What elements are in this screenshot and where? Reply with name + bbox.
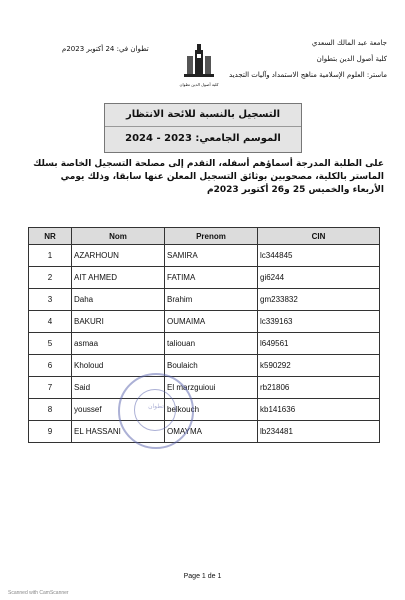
title-box	[104, 103, 302, 153]
cell-nr: 8	[29, 399, 72, 421]
cell-nom: EL HASSANI	[72, 421, 165, 443]
academic-year: الموسم الجامعي: 2023 - 2024	[125, 133, 281, 144]
table-row	[29, 355, 380, 377]
table-row	[29, 267, 380, 289]
cell-prenom: Brahim	[165, 289, 258, 311]
cell-nom: asmaa	[72, 333, 165, 355]
table-header-row	[29, 228, 380, 245]
institution-header	[217, 40, 387, 88]
cell-cin: kb141636	[258, 399, 380, 421]
stamp-text: تطوان	[148, 403, 164, 410]
faculty-logo-icon	[181, 42, 217, 82]
cell-prenom: Boulaich	[165, 355, 258, 377]
cell-cin: lc344845	[258, 245, 380, 267]
document-date: تطوان في: 24 أكتوبر 2023م	[62, 45, 149, 53]
cell-prenom: El marzguioui	[165, 377, 258, 399]
table-row	[29, 289, 380, 311]
page-footer: Page 1 de 1	[183, 573, 222, 580]
cell-nom: youssef	[72, 399, 165, 421]
cell-nom: AZARHOUN	[72, 245, 165, 267]
cell-nr: 6	[29, 355, 72, 377]
table-row	[29, 377, 380, 399]
official-stamp-icon	[118, 373, 194, 449]
cell-nom: Said	[72, 377, 165, 399]
faculty-name: كلية أصول الدين بتطوان	[316, 55, 387, 63]
cell-nom: BAKURI	[72, 311, 165, 333]
cell-cin: gm233832	[258, 289, 380, 311]
table-row	[29, 245, 380, 267]
cell-prenom: OUMAIMA	[165, 311, 258, 333]
cell-nr: 3	[29, 289, 72, 311]
table-row	[29, 399, 380, 421]
table-row	[29, 333, 380, 355]
university-name: جامعة عبد المالك السعدي	[311, 39, 387, 47]
page-title: التسجيل بالنسبة للائحة الانتظار	[105, 104, 301, 127]
cell-cin: rb21806	[258, 377, 380, 399]
cell-nom: AIT AHMED	[72, 267, 165, 289]
cell-cin: gi6244	[258, 267, 380, 289]
registration-notice: على الطلبة المدرجة أسماؤهم أسفله، التقدم إلى مصلحة التسجيل الخاصة بسلك الماستر بالكلية، مصحوبين بوثائق التسجيل المعلن عنها سابقا، وذلك يومي الأربعاء والخميس 25 و26 أكتوبر 2023م	[33, 159, 384, 195]
cell-cin: l649561	[258, 333, 380, 355]
table-row	[29, 311, 380, 333]
cell-nr: 9	[29, 421, 72, 443]
cell-cin: k590292	[258, 355, 380, 377]
cell-cin: lb234481	[258, 421, 380, 443]
cell-nr: 1	[29, 245, 72, 267]
logo-caption: كلية أصول الدين تطوان	[179, 82, 219, 87]
table-row	[29, 421, 380, 443]
cell-prenom: FATIMA	[165, 267, 258, 289]
column-header-cin: CIN	[258, 228, 380, 245]
cell-nr: 4	[29, 311, 72, 333]
column-header-nr: NR	[29, 228, 72, 245]
scanner-watermark: Scanned with CamScanner	[8, 590, 69, 596]
cell-nr: 7	[29, 377, 72, 399]
stamp-inner-ring	[134, 389, 176, 431]
cell-nr: 2	[29, 267, 72, 289]
cell-prenom: taliouan	[165, 333, 258, 355]
cell-prenom: belkouch	[165, 399, 258, 421]
column-header-nom: Nom	[72, 228, 165, 245]
cell-prenom: OMAYMA	[165, 421, 258, 443]
waiting-list-table	[28, 227, 380, 443]
cell-cin: lc339163	[258, 311, 380, 333]
master-program: ماستر: العلوم الإسلامية مناهج الاستمداد وآليات التجديد	[229, 71, 387, 79]
column-header-prenom: Prenom	[165, 228, 258, 245]
cell-nom: Kholoud	[72, 355, 165, 377]
cell-nom: Daha	[72, 289, 165, 311]
cell-prenom: SAMIRA	[165, 245, 258, 267]
cell-nr: 5	[29, 333, 72, 355]
